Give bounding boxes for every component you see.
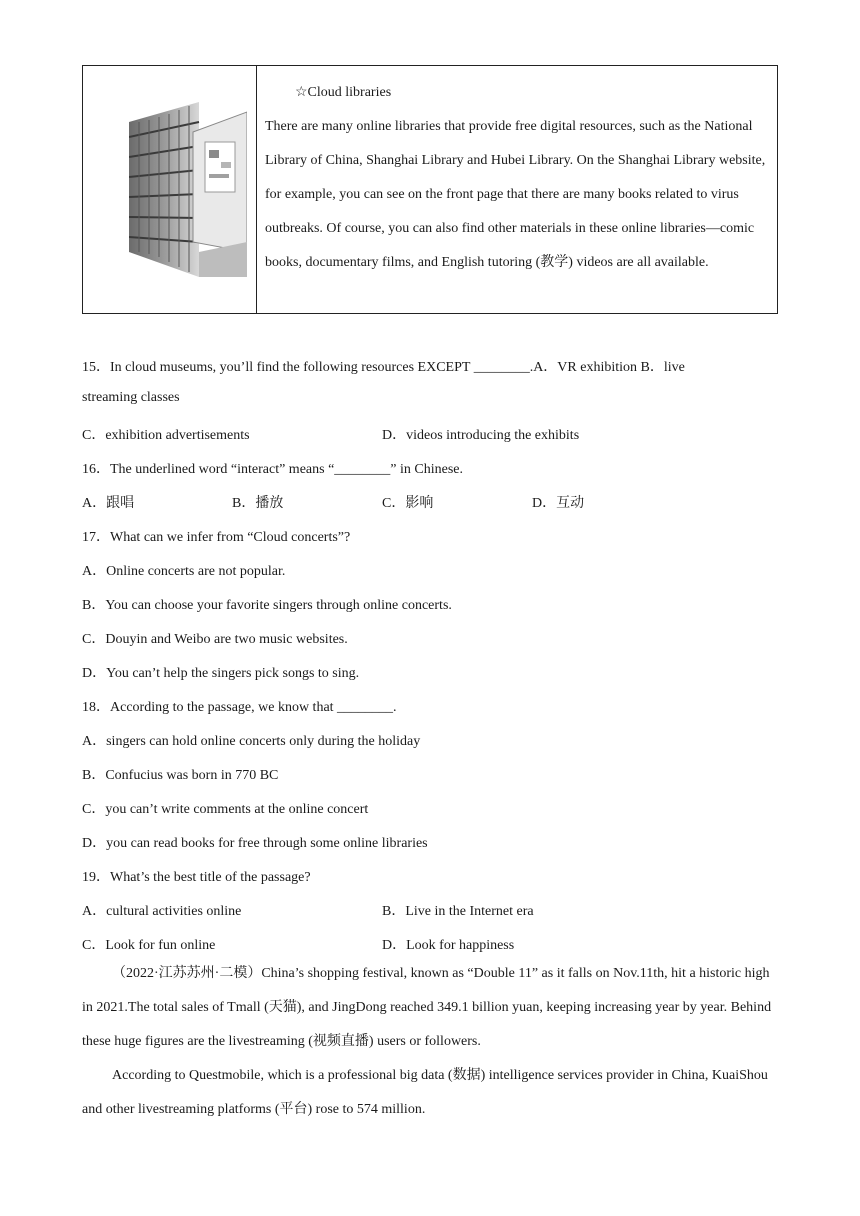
- q18-option-d: D．you can read books for free through some online libraries: [82, 836, 428, 851]
- passage-paragraph-2: According to Questmobile, which is a professional big data (数据) intelligence services provider in China, KuaiShou and other livestreaming platforms (平台) rose to 574 million.: [82, 1068, 768, 1117]
- q17-option-b: B．You can choose your favorite singers through online concerts.: [82, 598, 452, 613]
- q15-option-d: D．videos introducing the exhibits: [382, 428, 580, 443]
- box-title: ☆Cloud libraries: [295, 85, 392, 100]
- q16-option-d: D．互动: [532, 496, 585, 511]
- q15-option-c: C．exhibition advertisements: [82, 428, 250, 443]
- q17-option-a: A．Online concerts are not popular.: [82, 564, 286, 579]
- q18-option-c: C．you can’t write comments at the online concert: [82, 802, 369, 817]
- q16-option-b: B．播放: [232, 496, 284, 511]
- q15-stem: 15．In cloud museums, you’ll find the following resources EXCEPT ________.A．VR exhibition B．live: [82, 360, 685, 375]
- q17-option-c: C．Douyin and Weibo are two music websites.: [82, 632, 348, 647]
- box-divider: [256, 66, 257, 313]
- passage-paragraph-1: （2022·江苏苏州·二模）China’s shopping festival, known as “Double 11” as it falls on Nov.11th, hit a historic high in 2021.The total sales of Tmall (天猫), and JingDong reached 349.1 billion yuan, keeping increasing year by year. Behind these huge figures are the livestreaming (视频直播) users or followers.: [82, 966, 772, 1049]
- cloud-libraries-box: [82, 65, 778, 314]
- box-body: There are many online libraries that provide free digital resources, such as the National Library of China, Shanghai Library and Hubei Library. On the Shanghai Library website, for example, you can see on the front page that there are many books related to virus outbreaks. Of course, you can also find other materials in these online libraries—comic books, documentary films, and English tutoring (教学) videos are all available.: [265, 119, 766, 270]
- q18-option-a: A．singers can hold online concerts only during the holiday: [82, 734, 421, 749]
- library-bookshelf-image: [129, 102, 247, 277]
- q19-option-b: B．Live in the Internet era: [382, 904, 534, 919]
- q19-option-a: A．cultural activities online: [82, 904, 242, 919]
- q16-options: [82, 492, 772, 512]
- q19-option-c: C．Look for fun online: [82, 938, 216, 953]
- q16-stem: 16．The underlined word “interact” means “________” in Chinese.: [82, 462, 463, 477]
- box-text: [265, 76, 771, 280]
- q16-option-a: A．跟唱: [82, 496, 135, 511]
- q19-option-d: D．Look for happiness: [382, 938, 515, 953]
- q19-stem: 19．What’s the best title of the passage?: [82, 870, 311, 885]
- q18-option-b: B．Confucius was born in 770 BC: [82, 768, 279, 783]
- q15-stem-cont: streaming classes: [82, 390, 180, 405]
- q17-option-d: D．You can’t help the singers pick songs to sing.: [82, 666, 360, 681]
- q16-option-c: C．影响: [382, 496, 434, 511]
- q18-stem: 18．According to the passage, we know that ________.: [82, 700, 397, 715]
- q17-stem: 17．What can we infer from “Cloud concerts”?: [82, 530, 351, 545]
